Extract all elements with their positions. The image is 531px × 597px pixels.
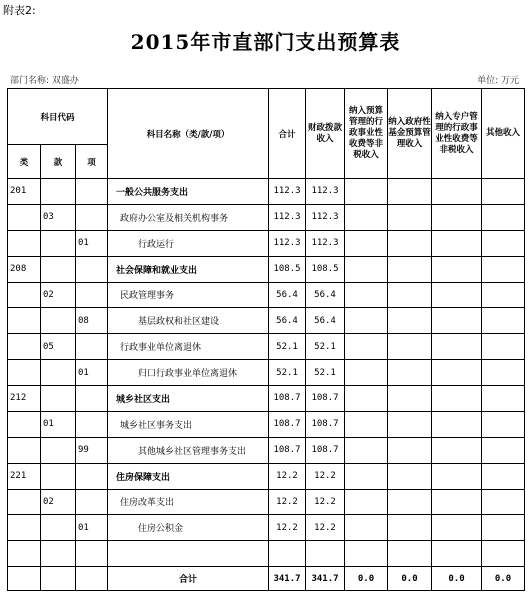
table-row	[8, 437, 525, 463]
row-code-lei: 212	[8, 386, 41, 412]
row-code-kuan: 05	[41, 334, 76, 360]
row-code-xiang	[76, 541, 108, 567]
row-gov-fund	[388, 489, 432, 515]
row-other	[482, 386, 525, 412]
table-row	[8, 541, 525, 567]
row-other	[482, 541, 525, 567]
table-row	[8, 515, 525, 541]
total-other: 0.0	[482, 567, 525, 591]
row-gov-fund	[388, 411, 432, 437]
row-fiscal: 12.2	[306, 515, 345, 541]
row-gov-fund	[388, 230, 432, 256]
row-admin-fees	[345, 437, 388, 463]
row-gov-fund	[388, 360, 432, 386]
row-fiscal	[306, 541, 345, 567]
row-code-lei	[8, 308, 41, 334]
table-row	[8, 360, 525, 386]
row-fiscal: 108.7	[306, 386, 345, 412]
row-gov-fund	[388, 541, 432, 567]
row-fiscal: 12.2	[306, 463, 345, 489]
total-gov-fund: 0.0	[388, 567, 432, 591]
header-other: 其他收入	[482, 89, 525, 179]
row-gov-fund	[388, 334, 432, 360]
row-other	[482, 489, 525, 515]
row-fiscal: 56.4	[306, 308, 345, 334]
row-special-account	[432, 541, 482, 567]
row-admin-fees	[345, 541, 388, 567]
header-subject-name: 科目名称（类/款/项）	[108, 89, 269, 179]
row-total: 108.5	[269, 256, 306, 282]
row-subject-name: 住房公积金	[108, 515, 269, 541]
row-code-lei	[8, 360, 41, 386]
row-total: 108.7	[269, 437, 306, 463]
total-label: 合计	[108, 567, 269, 591]
row-total: 112.3	[269, 204, 306, 230]
row-subject-name	[108, 541, 269, 567]
row-special-account	[432, 282, 482, 308]
row-code-kuan: 01	[41, 411, 76, 437]
row-code-lei	[8, 282, 41, 308]
row-code-lei	[8, 489, 41, 515]
table-row	[8, 204, 525, 230]
row-other	[482, 230, 525, 256]
row-fiscal: 112.3	[306, 230, 345, 256]
row-fiscal: 56.4	[306, 282, 345, 308]
row-special-account	[432, 230, 482, 256]
row-gov-fund	[388, 463, 432, 489]
row-code-xiang	[76, 489, 108, 515]
total-special-account: 0.0	[432, 567, 482, 591]
budget-table	[7, 88, 525, 591]
row-code-kuan	[41, 541, 76, 567]
row-code-xiang: 08	[76, 308, 108, 334]
row-code-kuan: 02	[41, 282, 76, 308]
row-total: 12.2	[269, 463, 306, 489]
row-code-lei	[8, 515, 41, 541]
row-admin-fees	[345, 463, 388, 489]
row-code-xiang	[76, 334, 108, 360]
table-row	[8, 282, 525, 308]
row-gov-fund	[388, 282, 432, 308]
row-special-account	[432, 463, 482, 489]
total-sum: 341.7	[269, 567, 306, 591]
row-other	[482, 334, 525, 360]
row-code-kuan	[41, 179, 76, 205]
row-subject-name: 城乡社区事务支出	[108, 411, 269, 437]
row-code-xiang	[76, 463, 108, 489]
row-special-account	[432, 204, 482, 230]
table-row	[8, 308, 525, 334]
row-gov-fund	[388, 256, 432, 282]
row-gov-fund	[388, 386, 432, 412]
row-admin-fees	[345, 256, 388, 282]
row-admin-fees	[345, 204, 388, 230]
row-gov-fund	[388, 179, 432, 205]
total-admin-fees: 0.0	[345, 567, 388, 591]
row-code-kuan	[41, 308, 76, 334]
unit-label: 单位: 万元	[477, 76, 519, 86]
row-code-lei: 201	[8, 179, 41, 205]
row-admin-fees	[345, 230, 388, 256]
row-code-kuan: 02	[41, 489, 76, 515]
row-subject-name: 住房保障支出	[108, 463, 269, 489]
row-subject-name: 归口行政事业单位离退休	[108, 360, 269, 386]
row-total: 12.2	[269, 515, 306, 541]
row-other	[482, 463, 525, 489]
row-total: 52.1	[269, 334, 306, 360]
row-total: 56.4	[269, 308, 306, 334]
header-kuan: 款	[41, 145, 76, 179]
table-row	[8, 386, 525, 412]
row-code-xiang	[76, 179, 108, 205]
row-special-account	[432, 386, 482, 412]
row-other	[482, 282, 525, 308]
row-code-xiang	[76, 256, 108, 282]
row-fiscal: 12.2	[306, 489, 345, 515]
row-special-account	[432, 489, 482, 515]
row-admin-fees	[345, 515, 388, 541]
table-row	[8, 334, 525, 360]
row-fiscal: 52.1	[306, 360, 345, 386]
row-admin-fees	[345, 179, 388, 205]
row-code-kuan: 03	[41, 204, 76, 230]
table-row	[8, 489, 525, 515]
row-other	[482, 437, 525, 463]
row-admin-fees	[345, 360, 388, 386]
header-fiscal: 财政拨款收入	[306, 89, 345, 179]
total-row	[8, 567, 525, 591]
header-special-account: 纳入专户管理的行政事业性收费等非税收入	[432, 89, 482, 179]
header-xiang: 项	[76, 145, 108, 179]
row-other	[482, 515, 525, 541]
row-code-lei	[8, 230, 41, 256]
row-code-kuan	[41, 360, 76, 386]
row-total: 108.7	[269, 386, 306, 412]
row-gov-fund	[388, 437, 432, 463]
row-subject-name: 行政事业单位离退休	[108, 334, 269, 360]
row-special-account	[432, 179, 482, 205]
header-total: 合计	[269, 89, 306, 179]
row-code-kuan	[41, 386, 76, 412]
row-code-lei: 208	[8, 256, 41, 282]
row-special-account	[432, 256, 482, 282]
row-admin-fees	[345, 386, 388, 412]
row-code-lei	[8, 334, 41, 360]
row-subject-name: 城乡社区支出	[108, 386, 269, 412]
table-row	[8, 256, 525, 282]
header-admin-fees: 纳入预算管理的行政事业性收费等非税收入	[345, 89, 388, 179]
row-other	[482, 179, 525, 205]
header-lei: 类	[8, 145, 41, 179]
row-code-lei	[8, 437, 41, 463]
row-total: 112.3	[269, 230, 306, 256]
row-total: 12.2	[269, 489, 306, 515]
row-code-xiang	[76, 411, 108, 437]
header-subject-code: 科目代码	[8, 89, 108, 145]
row-special-account	[432, 334, 482, 360]
attachment-label: 附表2:	[3, 4, 36, 17]
total-fiscal: 341.7	[306, 567, 345, 591]
row-code-kuan	[41, 437, 76, 463]
row-total: 112.3	[269, 179, 306, 205]
row-admin-fees	[345, 411, 388, 437]
row-fiscal: 52.1	[306, 334, 345, 360]
row-code-kuan	[41, 256, 76, 282]
header-gov-fund: 纳入政府性基金预算管理收入	[388, 89, 432, 179]
row-subject-name: 基层政权和社区建设	[108, 308, 269, 334]
row-code-xiang: 01	[76, 230, 108, 256]
row-code-kuan	[41, 515, 76, 541]
row-code-xiang: 99	[76, 437, 108, 463]
row-gov-fund	[388, 515, 432, 541]
row-gov-fund	[388, 308, 432, 334]
row-special-account	[432, 360, 482, 386]
row-subject-name: 行政运行	[108, 230, 269, 256]
table-row	[8, 463, 525, 489]
row-code-xiang: 01	[76, 360, 108, 386]
row-other	[482, 411, 525, 437]
department-name: 部门名称: 双盛办	[10, 76, 79, 86]
row-code-kuan	[41, 463, 76, 489]
row-code-lei	[8, 411, 41, 437]
row-admin-fees	[345, 282, 388, 308]
row-admin-fees	[345, 489, 388, 515]
row-special-account	[432, 308, 482, 334]
row-fiscal: 112.3	[306, 179, 345, 205]
row-total: 108.7	[269, 411, 306, 437]
row-other	[482, 360, 525, 386]
row-special-account	[432, 437, 482, 463]
page-title: 2015年市直部门支出预算表	[130, 30, 401, 54]
row-code-lei	[8, 541, 41, 567]
row-fiscal: 108.7	[306, 411, 345, 437]
row-fiscal: 108.7	[306, 437, 345, 463]
row-code-xiang	[76, 282, 108, 308]
row-code-xiang	[76, 386, 108, 412]
row-code-lei: 221	[8, 463, 41, 489]
row-other	[482, 204, 525, 230]
row-subject-name: 政府办公室及相关机构事务	[108, 204, 269, 230]
row-fiscal: 108.5	[306, 256, 345, 282]
table-row	[8, 179, 525, 205]
table-row	[8, 411, 525, 437]
row-total	[269, 541, 306, 567]
row-subject-name: 其他城乡社区管理事务支出	[108, 437, 269, 463]
row-special-account	[432, 411, 482, 437]
row-subject-name: 一般公共服务支出	[108, 179, 269, 205]
row-total: 56.4	[269, 282, 306, 308]
row-gov-fund	[388, 204, 432, 230]
row-code-lei	[8, 204, 41, 230]
row-admin-fees	[345, 334, 388, 360]
row-other	[482, 308, 525, 334]
table-row	[8, 230, 525, 256]
row-fiscal: 112.3	[306, 204, 345, 230]
row-code-kuan	[41, 230, 76, 256]
row-total: 52.1	[269, 360, 306, 386]
row-special-account	[432, 515, 482, 541]
row-admin-fees	[345, 308, 388, 334]
row-code-xiang	[76, 204, 108, 230]
row-other	[482, 256, 525, 282]
row-subject-name: 住房改革支出	[108, 489, 269, 515]
row-subject-name: 社会保障和就业支出	[108, 256, 269, 282]
row-subject-name: 民政管理事务	[108, 282, 269, 308]
row-code-xiang: 01	[76, 515, 108, 541]
